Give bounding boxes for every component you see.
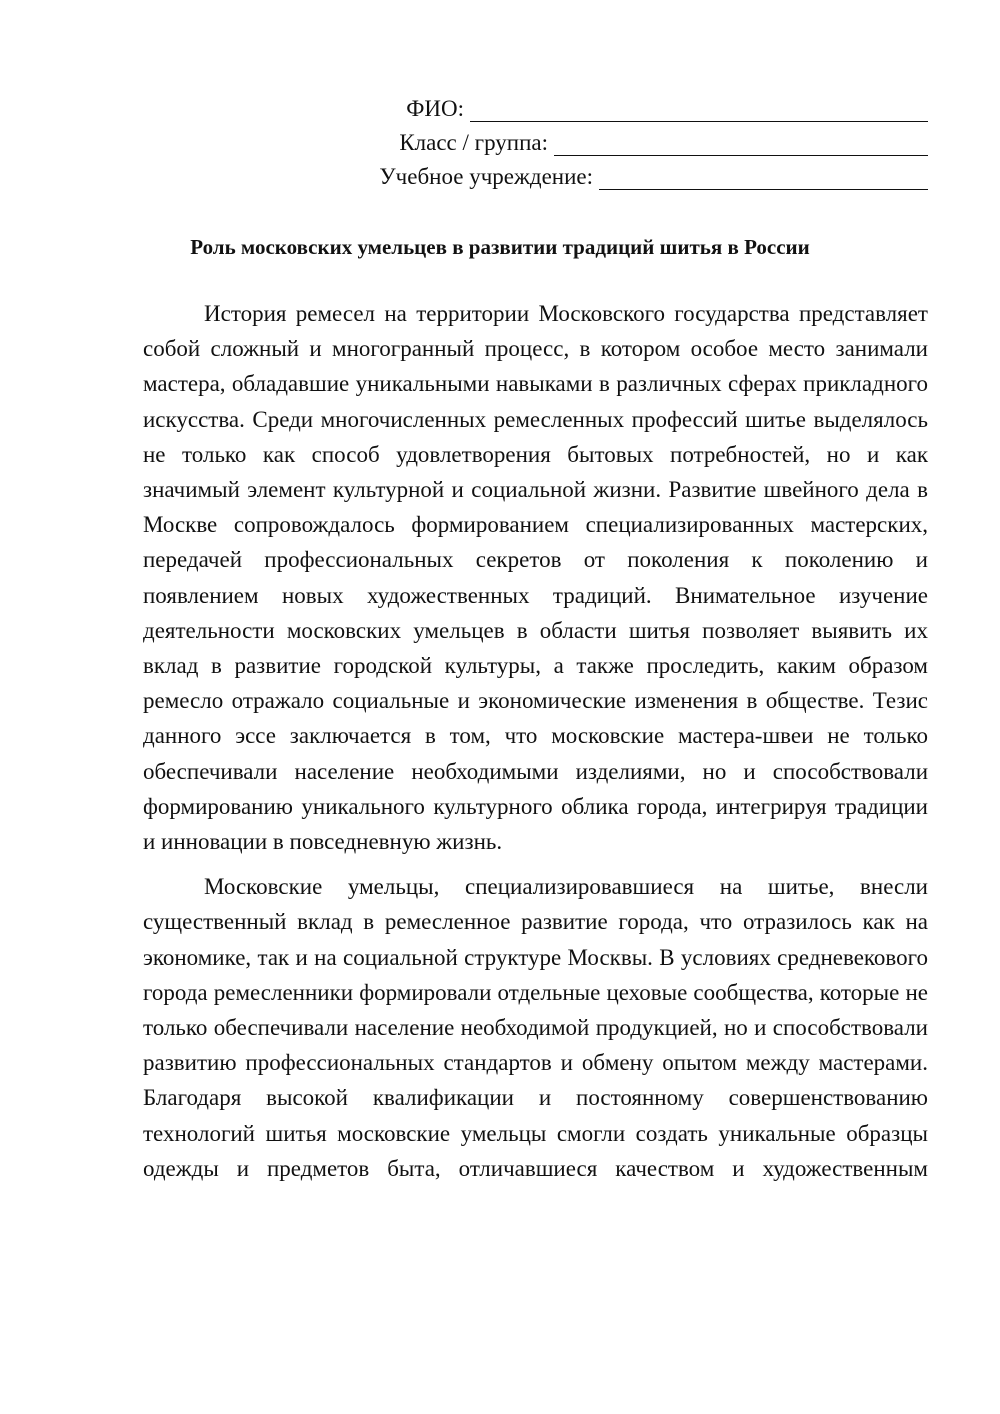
class-line (328, 126, 928, 160)
essay-body (143, 296, 928, 1196)
student-info-block (328, 92, 928, 194)
institution-label: Учебное учреждение: (379, 164, 593, 189)
institution-blank-field[interactable] (599, 163, 928, 190)
essay-title: Роль московских умельцев в развитии традиций шитья в России (190, 235, 810, 259)
fio-label: ФИО: (406, 96, 464, 121)
fio-line (328, 92, 928, 126)
institution-line (328, 160, 928, 194)
paragraph-2: Московские умельцы, специализировавшиеся на шитье, внесли существенный вклад в ремесленное развитие города, что отразилось как на экономике, так и на социальной структуре Москвы. В условиях средневекового города ремесленники формировали отдельные цеховые сообщества, которые не только обеспечивали население необходимой продукцией, но и способствовали развитию профессиональных стандартов и обмену опытом между мастерами. Благодаря высокой квалификации и постоянному совершенствованию технологий шитья московские умельцы смогли создать уникальные образцы одежды и предметов быта, отличавшиеся качеством и художественным (143, 874, 928, 1181)
paragraph-1: История ремесел на территории Московского государства представляет собой сложный и многогранный процесс, в котором особое место занимали мастера, обладавшие уникальными навыками в различных сферах прикладного искусства. Среди многочисленных ремесленных профессий шитье выделялось не только как способ удовлетворения бытовых потребностей, но и как значимый элемент культурной и социальной жизни. Развитие швейного дела в Москве сопровождалось формированием специализированных мастерских, передачей профессиональных секретов от поколения к поколению и появлением новых художественных традиций. Внимательное изучение деятельности московских умельцев в области шитья позволяет выявить их вклад в развитие городской культуры, а также проследить, каким образом ремесло отражало социальные и экономические изменения в обществе. Тезис данного эссе заключается в том, что московские мастера-швеи не только обеспечивали население необходимыми изделиями, но и способствовали формированию уникального культурного облика города, интегрируя традиции и инновации в повседневную жизнь. (143, 301, 928, 855)
fio-blank-field[interactable] (470, 95, 928, 122)
class-label: Класс / группа: (399, 130, 548, 155)
class-blank-field[interactable] (554, 129, 928, 156)
